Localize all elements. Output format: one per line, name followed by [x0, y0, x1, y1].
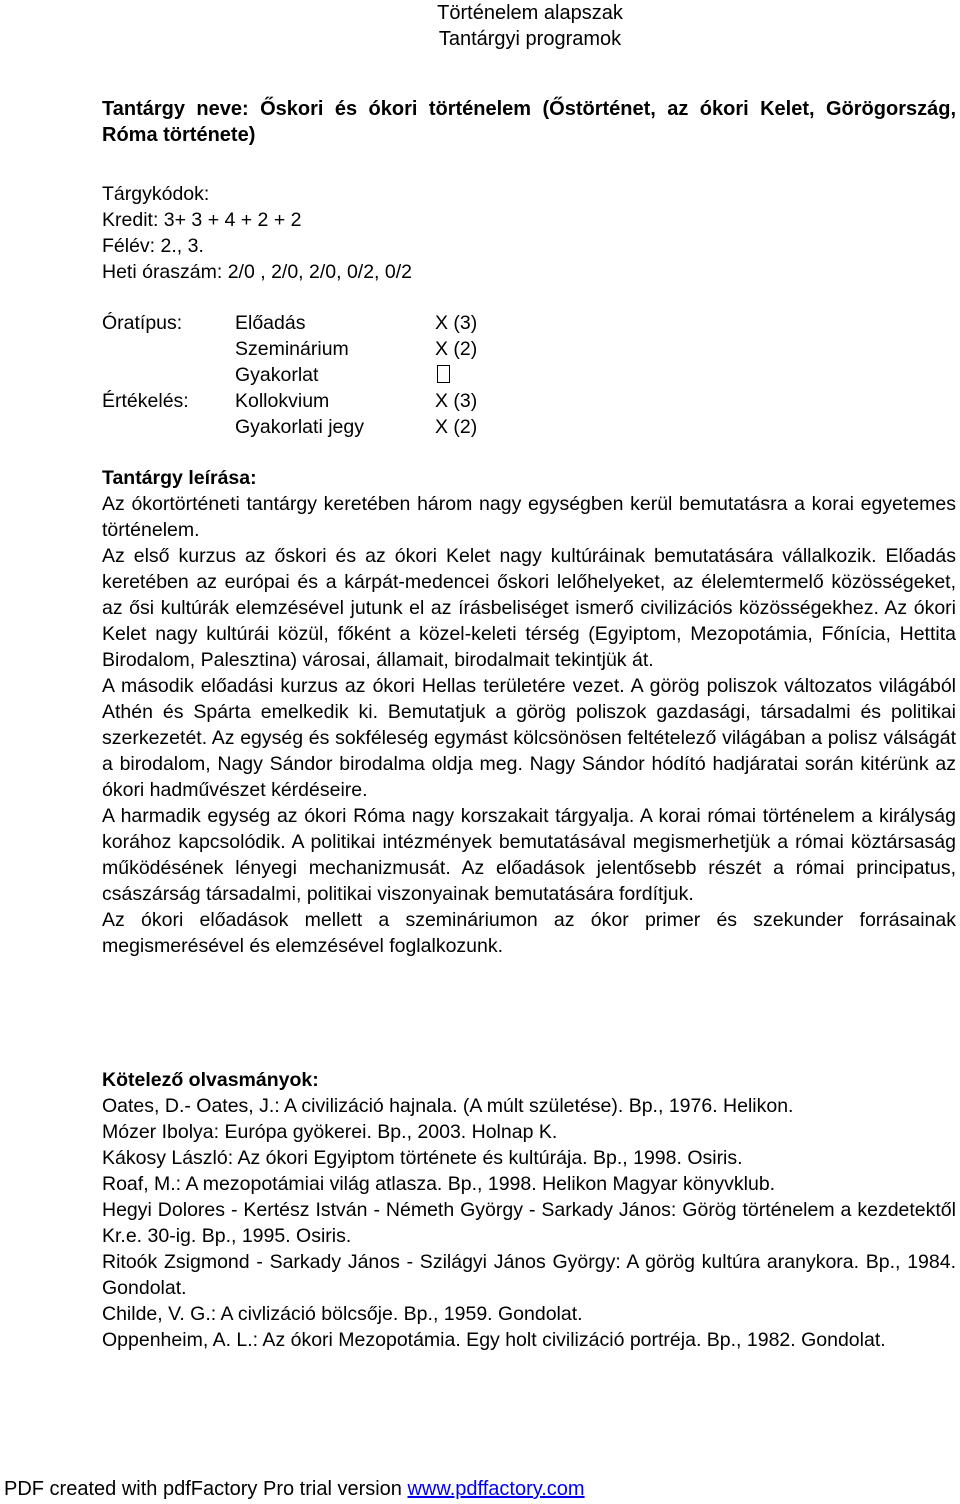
header-line-2: Tantárgyi programok: [438, 28, 622, 50]
course-types-table: [102, 310, 956, 440]
course-meta: [102, 181, 956, 285]
reading-item: Mózer Ibolya: Európa gyökerei. Bp., 2003. Holnap K.: [102, 1121, 558, 1143]
header-line-1: Történelem alapszak: [437, 2, 623, 24]
reading-item: Kákosy László: Az ókori Egyiptom története és kultúrája. Bp., 1998. Osiris.: [102, 1147, 743, 1169]
course-semester: Félév: 2., 3.: [102, 235, 204, 257]
type-row-mark: X (2): [435, 338, 478, 360]
type-row-mark: X (2): [435, 416, 478, 438]
pdf-footer: [4, 1476, 585, 1502]
reading-item: Ritoók Zsigmond - Sarkady János - Szilágyi János György: A görög kultúra aranykora. Bp., 1984. Gondolat.: [102, 1251, 956, 1299]
type-row-name: Előadás: [235, 312, 306, 334]
footer-link[interactable]: www.pdffactory.com: [407, 1478, 585, 1500]
type-row-name: Gyakorlati jegy: [235, 416, 364, 438]
type-row-mark: X (3): [435, 312, 478, 334]
type-row-name: Kollokvium: [235, 390, 330, 412]
reading-item: Roaf, M.: A mezopotámiai világ atlasza. Bp., 1998. Helikon Magyar könyvklub.: [102, 1173, 776, 1195]
type-row-practice: [102, 362, 956, 388]
description-paragraph: Az ókortörténeti tantárgy keretében három nagy egységben kerül bemutatásra a korai egyetemes történelem.: [102, 493, 956, 541]
subject-title: Tantárgy neve: Őskori és ókori történelem (Őstörténet, az ókori Kelet, Görögország, Róma története): [102, 98, 956, 146]
reading-item: Oppenheim, A. L.: Az ókori Mezopotámia. Egy holt civilizáció portréja. Bp., 1982. Gondolat.: [102, 1329, 886, 1351]
course-hours: Heti óraszám: 2/0 , 2/0, 2/0, 0/2, 0/2: [102, 261, 413, 283]
description-paragraph: A harmadik egység az ókori Róma nagy korszakait tárgyalja. A korai római történelem a királyság korához kapcsolódik. A politikai intézmények bemutatásával megismerhetjük a római köztársaság működésének lényegi mechanizmusát. Az előadások jelentősebb részét a római principatus, császárság társadalmi, politikai viszonyainak bemutatására fordítjuk.: [102, 805, 956, 905]
type-row-lecture: [102, 310, 956, 336]
course-credit: Kredit: 3+ 3 + 4 + 2 + 2: [102, 209, 302, 231]
description-section: [102, 465, 956, 959]
type-row-practical-grade: [102, 414, 956, 440]
readings-section: [102, 1067, 956, 1353]
type-row-label: Óratípus:: [102, 312, 183, 334]
footer-text: PDF created with pdfFactory Pro trial version: [4, 1478, 408, 1500]
document-header: [0, 0, 960, 52]
course-code: Tárgykódok:: [102, 183, 210, 205]
type-row-name: Gyakorlat: [235, 364, 319, 386]
reading-item: Oates, D.- Oates, J.: A civilizáció hajnala. (A múlt születése). Bp., 1976. Helikon.: [102, 1095, 794, 1117]
type-row-label: Értékelés:: [102, 390, 189, 412]
description-paragraph: Az első kurzus az őskori és az ókori Kelet nagy kultúráinak bemutatására vállalkozik. Előadás keretében az európai és a kárpát-medencei őskori lelőhelyeket, az élelemtermelő közösségeket, az ősi kultúrák elemzésével jutunk el az írásbeliséget ismerő civilizációs közösségekhez. Az ókori Kelet nagy kultúrái közül, főként a közel-keleti térség (Egyiptom, Mezopotámia, Főnícia, Hettita Birodalom, Palesztina) városai, államait, birodalmait tekintjük át.: [102, 545, 956, 671]
type-row-colloquium: [102, 388, 956, 414]
reading-item: Hegyi Dolores - Kertész István - Németh György - Sarkady János: Görög történelem a kezdetektől Kr.e. 30-ig. Bp., 1995. Osiris.: [102, 1199, 956, 1247]
type-row-seminar: [102, 336, 956, 362]
reading-item: Childe, V. G.: A civlizáció bölcsője. Bp., 1959. Gondolat.: [102, 1303, 583, 1325]
description-heading: Tantárgy leírása:: [102, 467, 257, 489]
type-row-mark: X (3): [435, 390, 478, 412]
description-paragraph: A második előadási kurzus az ókori Hellas területére vezet. A görög poliszok változatos világából Athén és Spárta emelkedik ki. Bemutatjuk a görög poliszok gazdasági, társadalmi és politikai szerkezetét. Az egység és sokféleség egymást kölcsönösen feltételező világában a polisz válságát a birodalom, Nagy Sándor birodalma oldja meg. Nagy Sándor hódító hadjáratai során kitérünk az ókori hadművészet kérdéseire.: [102, 675, 956, 801]
readings-heading: Kötelező olvasmányok:: [102, 1069, 319, 1091]
checkbox-empty-icon: [435, 362, 450, 388]
type-row-name: Szeminárium: [235, 338, 349, 360]
description-paragraph: Az ókori előadások mellett a szemináriumon az ókor primer és szekunder forrásainak megismerésével és elemzésével foglalkozunk.: [102, 909, 956, 957]
